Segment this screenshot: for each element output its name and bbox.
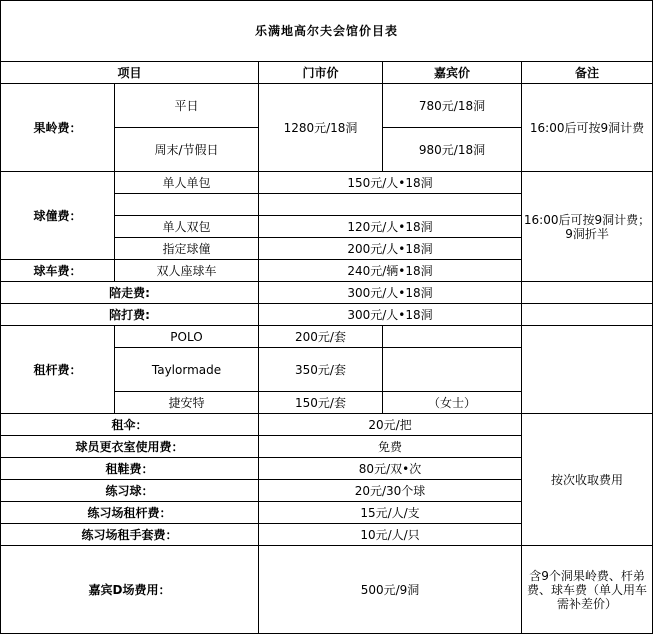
practice-glove-label: 练习场租手套费： <box>1 524 259 546</box>
caddie-note: 16:00后可按9洞计费；9洞折半 <box>522 172 653 282</box>
green-fee-weekday: 平日 <box>115 84 259 128</box>
practice-balls-label: 练习球： <box>1 480 259 502</box>
green-fee-note: 16:00后可按9洞计费 <box>522 84 653 172</box>
cart-fee-price: 240元/辆•18洞 <box>259 260 522 282</box>
practice-club-price: 15元/人/支 <box>259 502 522 524</box>
locker-room-label: 球员更衣室使用费： <box>1 436 259 458</box>
guest-d-course-note: 含9个洞果岭费、杆弟费、球车费（单人用车需补差价） <box>522 546 653 634</box>
caddie-double-package: 单人双包 <box>115 216 259 238</box>
caddie-single-package-price: 150元/人•18洞 <box>259 172 522 194</box>
green-fee-weekend: 周末/节假日 <box>115 128 259 172</box>
caddie-single-package: 单人单包 <box>115 172 259 194</box>
walking-fee-price: 300元/人•18洞 <box>259 282 522 304</box>
per-use-note: 按次收取费用 <box>522 414 653 546</box>
club-rental-polo-guest <box>383 326 522 348</box>
practice-balls-price: 20元/30个球 <box>259 480 522 502</box>
caddie-fee-label: 球僮费： <box>1 172 115 260</box>
cart-fee-label: 球车费： <box>1 260 115 282</box>
club-rental-taylormade: Taylormade <box>115 348 259 392</box>
header-door-price: 门市价 <box>259 62 383 84</box>
caddie-empty-cell <box>115 194 259 216</box>
caddie-designated: 指定球僮 <box>115 238 259 260</box>
practice-club-label: 练习场租杆费： <box>1 502 259 524</box>
shoe-rental-label: 租鞋费： <box>1 458 259 480</box>
header-guest-price: 嘉宾价 <box>383 62 522 84</box>
umbrella-price: 20元/把 <box>259 414 522 436</box>
shoe-rental-price: 80元/双•次 <box>259 458 522 480</box>
cart-fee-item: 双人座球车 <box>115 260 259 282</box>
practice-glove-price: 10元/人/只 <box>259 524 522 546</box>
club-rental-jieante-price: 150元/套 <box>259 392 383 414</box>
club-rental-label: 租杆费： <box>1 326 115 414</box>
walking-fee-label: 陪走费: <box>1 282 259 304</box>
header-remarks: 备注 <box>522 62 653 84</box>
green-fee-door-price: 1280元/18洞 <box>259 84 383 172</box>
caddie-designated-price: 200元/人•18洞 <box>259 238 522 260</box>
playing-fee-remark <box>522 304 653 326</box>
green-fee-label: 果岭费： <box>1 84 115 172</box>
playing-fee-label: 陪打费: <box>1 304 259 326</box>
club-rental-polo: POLO <box>115 326 259 348</box>
caddie-double-package-price: 120元/人•18洞 <box>259 216 522 238</box>
page-title: 乐满地高尔夫会馆价目表 <box>1 1 653 62</box>
header-item: 项目 <box>1 62 259 84</box>
club-rental-taylormade-price: 350元/套 <box>259 348 383 392</box>
club-rental-polo-price: 200元/套 <box>259 326 383 348</box>
green-fee-guest-weekday: 780元/18洞 <box>383 84 522 128</box>
playing-fee-price: 300元/人•18洞 <box>259 304 522 326</box>
guest-d-course-label: 嘉宾D场费用： <box>1 546 259 634</box>
walking-fee-remark <box>522 282 653 304</box>
club-rental-taylormade-guest <box>383 348 522 392</box>
club-rental-jieante: 捷安特 <box>115 392 259 414</box>
locker-room-price: 免费 <box>259 436 522 458</box>
guest-d-course-price: 500元/9洞 <box>259 546 522 634</box>
umbrella-label: 租伞： <box>1 414 259 436</box>
caddie-empty-price-cell <box>259 194 522 216</box>
green-fee-guest-weekend: 980元/18洞 <box>383 128 522 172</box>
club-rental-remark-empty <box>522 326 653 414</box>
club-rental-jieante-note: （女士） <box>383 392 522 414</box>
